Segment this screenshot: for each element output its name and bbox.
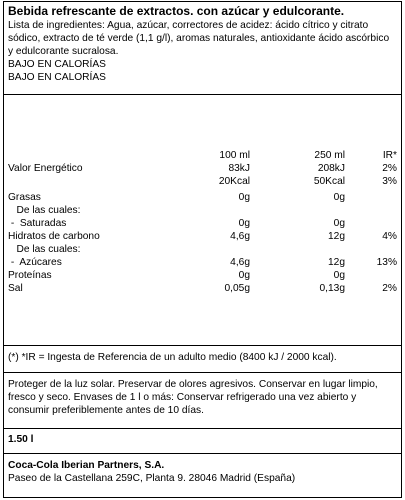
nutrient-label: Proteínas bbox=[8, 270, 52, 281]
company-name: Coca-Cola Iberian Partners, S.A. bbox=[8, 460, 165, 471]
reference-intake-note bbox=[3, 345, 402, 373]
nutrition-row bbox=[4, 191, 403, 204]
nutrient-label: De las cuales: bbox=[8, 244, 81, 255]
conservation-section bbox=[3, 372, 402, 429]
value-ir: 2% bbox=[382, 163, 397, 174]
value-250ml: 0g bbox=[333, 192, 345, 203]
nutrition-table bbox=[3, 94, 402, 346]
value-250ml: 12g bbox=[328, 257, 345, 268]
product-title: Bebida refrescante de extractos. con azúcar y edulcorante. bbox=[8, 4, 345, 18]
value-100ml: 0g bbox=[238, 192, 250, 203]
volume-section bbox=[3, 428, 402, 454]
value-250ml: 208kJ bbox=[317, 163, 345, 174]
value-100ml: 4,6g bbox=[230, 231, 250, 242]
value-100ml: 0g bbox=[238, 218, 250, 229]
nutrient-label: De las cuales: bbox=[8, 205, 81, 216]
nutrition-row bbox=[4, 256, 403, 269]
nutrient-label: - Azúcares bbox=[8, 257, 62, 268]
nutrition-row bbox=[4, 175, 403, 188]
value-250ml: 0,13g bbox=[319, 283, 345, 294]
nutrient-label: Grasas bbox=[8, 192, 41, 203]
conservation-text: Proteger de la luz solar. Preservar de olores agresivos. Conservar en lugar limpio, fresco y seco. Envases de 1 l o más: Conservar refrigerado una vez abierto y consumir preferiblemente antes de 10 días. bbox=[8, 379, 378, 416]
header-250ml: 250 ml bbox=[314, 150, 345, 161]
nutrition-row bbox=[4, 282, 403, 295]
value-250ml: 0g bbox=[333, 218, 345, 229]
nutrient-label: Valor Energético bbox=[8, 163, 83, 174]
low-calorie-claim-repeat: BAJO EN CALORÍAS bbox=[8, 72, 106, 83]
value-250ml: 50Kcal bbox=[313, 176, 345, 187]
company-address: Paseo de la Castellana 259C, Planta 9. 28046 Madrid (España) bbox=[8, 473, 296, 484]
nutrient-label: Hidratos de carbono bbox=[8, 231, 100, 242]
nutrition-row bbox=[4, 243, 403, 256]
ingredients-section bbox=[3, 1, 402, 95]
value-ir: 2% bbox=[382, 283, 397, 294]
value-100ml: 83kJ bbox=[228, 163, 250, 174]
nutrition-row bbox=[4, 217, 403, 230]
value-100ml: 4,6g bbox=[230, 257, 250, 268]
header-100ml: 100 ml bbox=[219, 150, 250, 161]
value-100ml: 0,05g bbox=[224, 283, 250, 294]
company-section bbox=[3, 453, 402, 498]
ingredients-list: Lista de ingredientes: Agua, azúcar, correctores de acidez: ácido cítrico y citrato sódico, extracto de té verde (1,1 g/l), aromas naturales, antioxidante ácido ascórbico y edulcorante sucralosa. bbox=[8, 20, 390, 57]
reference-note-text: (*) *IR = Ingesta de Referencia de un adulto medio (8400 kJ / 2000 kcal). bbox=[8, 352, 337, 363]
label-document bbox=[3, 1, 402, 498]
volume-text: 1.50 l bbox=[8, 434, 34, 445]
value-250ml: 0g bbox=[333, 270, 345, 281]
value-100ml: 0g bbox=[238, 270, 250, 281]
nutrition-header-row bbox=[4, 149, 403, 162]
nutrition-row bbox=[4, 204, 403, 217]
value-ir: 13% bbox=[376, 257, 397, 268]
nutrient-label: Sal bbox=[8, 283, 23, 294]
nutrition-row bbox=[4, 269, 403, 282]
value-100ml: 20Kcal bbox=[218, 176, 250, 187]
value-ir: 3% bbox=[382, 176, 397, 187]
nutrient-label: - Saturadas bbox=[8, 218, 67, 229]
header-ir: IR* bbox=[382, 150, 397, 161]
nutrition-row bbox=[4, 230, 403, 243]
low-calorie-claim: BAJO EN CALORÍAS bbox=[8, 59, 106, 70]
nutrition-row bbox=[4, 162, 403, 175]
value-ir: 4% bbox=[382, 231, 397, 242]
value-250ml: 12g bbox=[328, 231, 345, 242]
